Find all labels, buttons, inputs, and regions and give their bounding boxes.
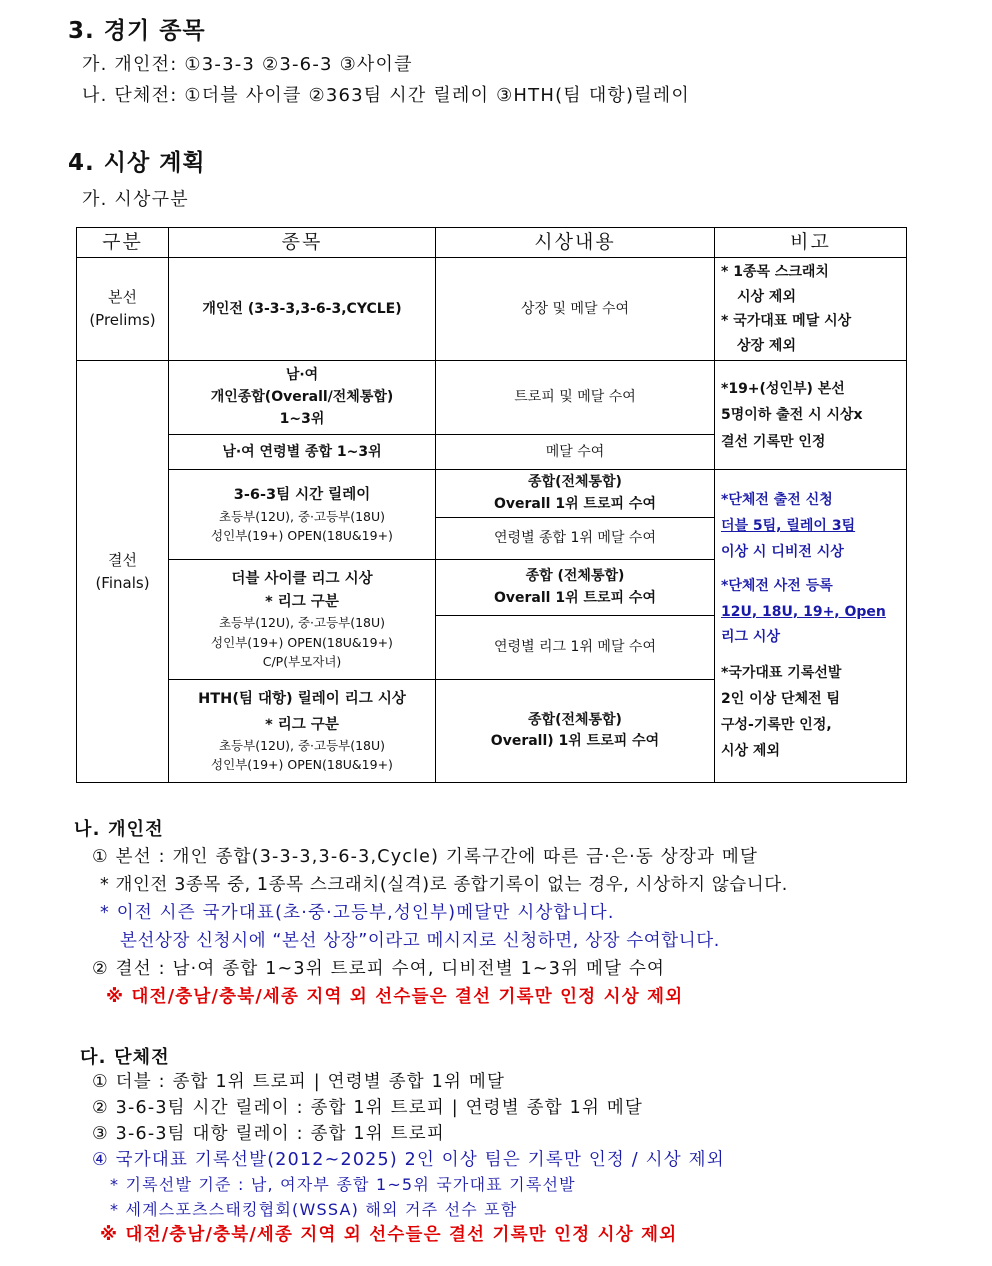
- team-note-1: *단체전 출전 신청: [721, 491, 833, 508]
- finals-double-award-1a: 종합 (전체통합): [525, 568, 625, 585]
- finals-hth-event-4: 성인부(19+) OPEN(18U&19+): [211, 757, 393, 773]
- finals-double-award-2: 연령별 리그 1위 메달 수여: [436, 616, 715, 680]
- team-note-2: 더블 5팀, 릴레이 3팀: [721, 517, 856, 534]
- team-line-2: ② 3-6-3팀 시간 릴레이 : 종합 1위 트로피 | 연령별 종합 1위 메달: [92, 1098, 644, 1118]
- finals-overall-event-1: 남·여: [285, 367, 319, 384]
- finals-double-event-4: 성인부(19+) OPEN(18U&19+): [211, 634, 393, 650]
- finals-overall-award: 트로피 및 메달 수여: [436, 361, 715, 435]
- individual-title: 나. 개인전: [74, 819, 164, 840]
- team-note-8: 2인 이상 단체전 팀: [721, 691, 841, 708]
- finals-hth-award-2: Overall) 1위 트로피 수여: [490, 733, 660, 750]
- team-note-3: 이상 시 디비전 시상: [721, 543, 844, 560]
- prelims-award: 상장 및 메달 수여: [436, 258, 715, 361]
- team-line-1: ① 더블 : 종합 1위 트로피 | 연령별 종합 1위 메달: [92, 1072, 506, 1092]
- finals-cat-en: (Finals): [95, 573, 150, 592]
- finals-hth-event-1: HTH(팀 대항) 릴레이 리그 시상: [198, 691, 406, 708]
- prelims-note-3: * 국가대표 메달 시상: [721, 313, 852, 330]
- section3-line-na: 나. 단체전: ①더블 사이클 ②363팀 시간 릴레이 ③HTH(팀 대항)릴레이: [82, 85, 690, 106]
- team-line-5: * 기록선발 기준 : 남, 여자부 종합 1~5위 국가대표 기록선발: [110, 1175, 576, 1194]
- finals-cat-ko: 결선: [108, 550, 137, 569]
- table-row-finals-1: [77, 361, 907, 435]
- finals-hth-event-3: 초등부(12U), 중·고등부(18U): [218, 738, 386, 754]
- finals-double-event: [169, 560, 436, 680]
- finals-double-event-5: C/P(부모자녀): [262, 654, 342, 670]
- finals-hth-award-1: 종합(전체통합): [528, 711, 622, 728]
- team-note-10: 시상 제외: [721, 743, 780, 759]
- header-note: 비고: [715, 228, 907, 258]
- team-line-4: ④ 국가대표 기록선발(2012~2025) 2인 이상 팀은 기록만 인정 / 시상 제외: [92, 1150, 725, 1170]
- award-table: [76, 227, 907, 783]
- prelims-note-2: 시상 제외: [737, 288, 796, 305]
- table-header-row: [77, 228, 907, 258]
- finals-relay-award-2: 연령별 종합 1위 메달 수여: [436, 518, 715, 560]
- finals-adult-note-3: 결선 기록만 인정: [721, 433, 826, 450]
- prelims-note-4: 상장 제외: [737, 337, 796, 354]
- section3-title: 3. 경기 종목: [68, 18, 206, 44]
- finals-relay-event-2: 초등부(12U), 중·고등부(18U): [218, 508, 386, 524]
- prelims-category: [77, 258, 169, 361]
- individual-line-1: ① 본선 : 개인 종합(3-3-3,3-6-3,Cycle) 기록구간에 따른 금·은·동 상장과 메달: [92, 847, 759, 867]
- finals-double-event-2: * 리그 구분: [265, 593, 339, 610]
- prelims-cat-ko: 본선: [108, 288, 137, 307]
- individual-line-6: ※ 대전/충남/충북/세종 지역 외 선수들은 결선 기록만 인정 시상 제외: [106, 987, 684, 1007]
- header-award: 시상내용: [436, 228, 715, 258]
- team-line-3: ③ 3-6-3팀 대항 릴레이 : 종합 1위 트로피: [92, 1124, 445, 1144]
- team-note-7: *국가대표 기록선발: [721, 665, 842, 682]
- finals-relay-event-1: 3-6-3팀 시간 릴레이: [233, 487, 371, 504]
- team-note-9: 구성-기록만 인정,: [721, 717, 832, 734]
- section3-line-ga: 가. 개인전: ①3-3-3 ②3-6-3 ③사이클: [82, 54, 413, 75]
- finals-age-award: 메달 수여: [436, 435, 715, 470]
- finals-relay-award-1a: 종합(전체통합): [528, 474, 622, 491]
- finals-double-event-3: 초등부(12U), 중·고등부(18U): [218, 615, 386, 631]
- finals-adult-note: [715, 361, 907, 470]
- team-note-5: 12U, 18U, 19+, Open: [721, 603, 886, 620]
- individual-line-3: * 이전 시즌 국가대표(초·중·고등부,성인부)메달만 시상합니다.: [100, 903, 615, 923]
- finals-double-award-1: [436, 560, 715, 616]
- team-line-6: * 세계스포츠스태킹협회(WSSA) 해외 거주 선수 포함: [110, 1200, 518, 1219]
- finals-double-award-1b: Overall 1위 트로피 수여: [494, 589, 656, 606]
- prelims-event: 개인전 (3-3-3,3-6-3,CYCLE): [169, 258, 436, 361]
- table-row-finals-relay-a: [77, 470, 907, 518]
- individual-line-5: ② 결선 : 남·여 종합 1~3위 트로피 수여, 디비전별 1~3위 메달 수여: [92, 959, 666, 979]
- finals-relay-award-1b: Overall 1위 트로피 수여: [494, 495, 656, 512]
- finals-adult-note-2: 5명이하 출전 시 시상x: [721, 407, 863, 424]
- header-event: 종목: [169, 228, 436, 258]
- prelims-cat-en: (Prelims): [89, 311, 156, 330]
- finals-adult-note-1: *19+(성인부) 본선: [721, 380, 845, 397]
- finals-hth-event-2: * 리그 구분: [265, 716, 339, 733]
- individual-line-2: * 개인전 3종목 중, 1종목 스크래치(실격)로 종합기록이 없는 경우, 시상하지 않습니다.: [100, 875, 788, 895]
- finals-hth-event: [169, 680, 436, 783]
- finals-overall-event-2: 개인종합(Overall/전체통합): [210, 389, 394, 406]
- prelims-note: [715, 258, 907, 361]
- header-category: 구분: [77, 228, 169, 258]
- finals-relay-event-3: 성인부(19+) OPEN(18U&19+): [211, 528, 393, 544]
- section4-subtitle: 가. 시상구분: [82, 189, 189, 210]
- table-row-prelims: [77, 258, 907, 361]
- finals-relay-event: [169, 470, 436, 560]
- prelims-note-1: * 1종목 스크래치: [721, 264, 829, 281]
- finals-overall-event: [169, 361, 436, 435]
- finals-age-event: 남·여 연령별 종합 1~3위: [169, 435, 436, 470]
- finals-category: [77, 361, 169, 783]
- team-note-6: 리그 시상: [721, 629, 780, 646]
- section4-title: 4. 시상 계획: [68, 150, 206, 176]
- team-title: 다. 단체전: [80, 1047, 170, 1068]
- team-line-7: ※ 대전/충남/충북/세종 지역 외 선수들은 결선 기록만 인정 시상 제외: [100, 1225, 678, 1245]
- team-note-4: *단체전 사전 등록: [721, 577, 833, 594]
- finals-overall-event-3: 1~3위: [279, 410, 325, 427]
- finals-team-note: [715, 470, 907, 783]
- finals-double-event-1: 더블 사이클 리그 시상: [231, 571, 373, 588]
- individual-line-4: 본선상장 신청시에 “본선 상장”이라고 메시지로 신청하면, 상장 수여합니다.: [120, 931, 720, 951]
- finals-relay-award-1: [436, 470, 715, 518]
- finals-hth-award: [436, 680, 715, 783]
